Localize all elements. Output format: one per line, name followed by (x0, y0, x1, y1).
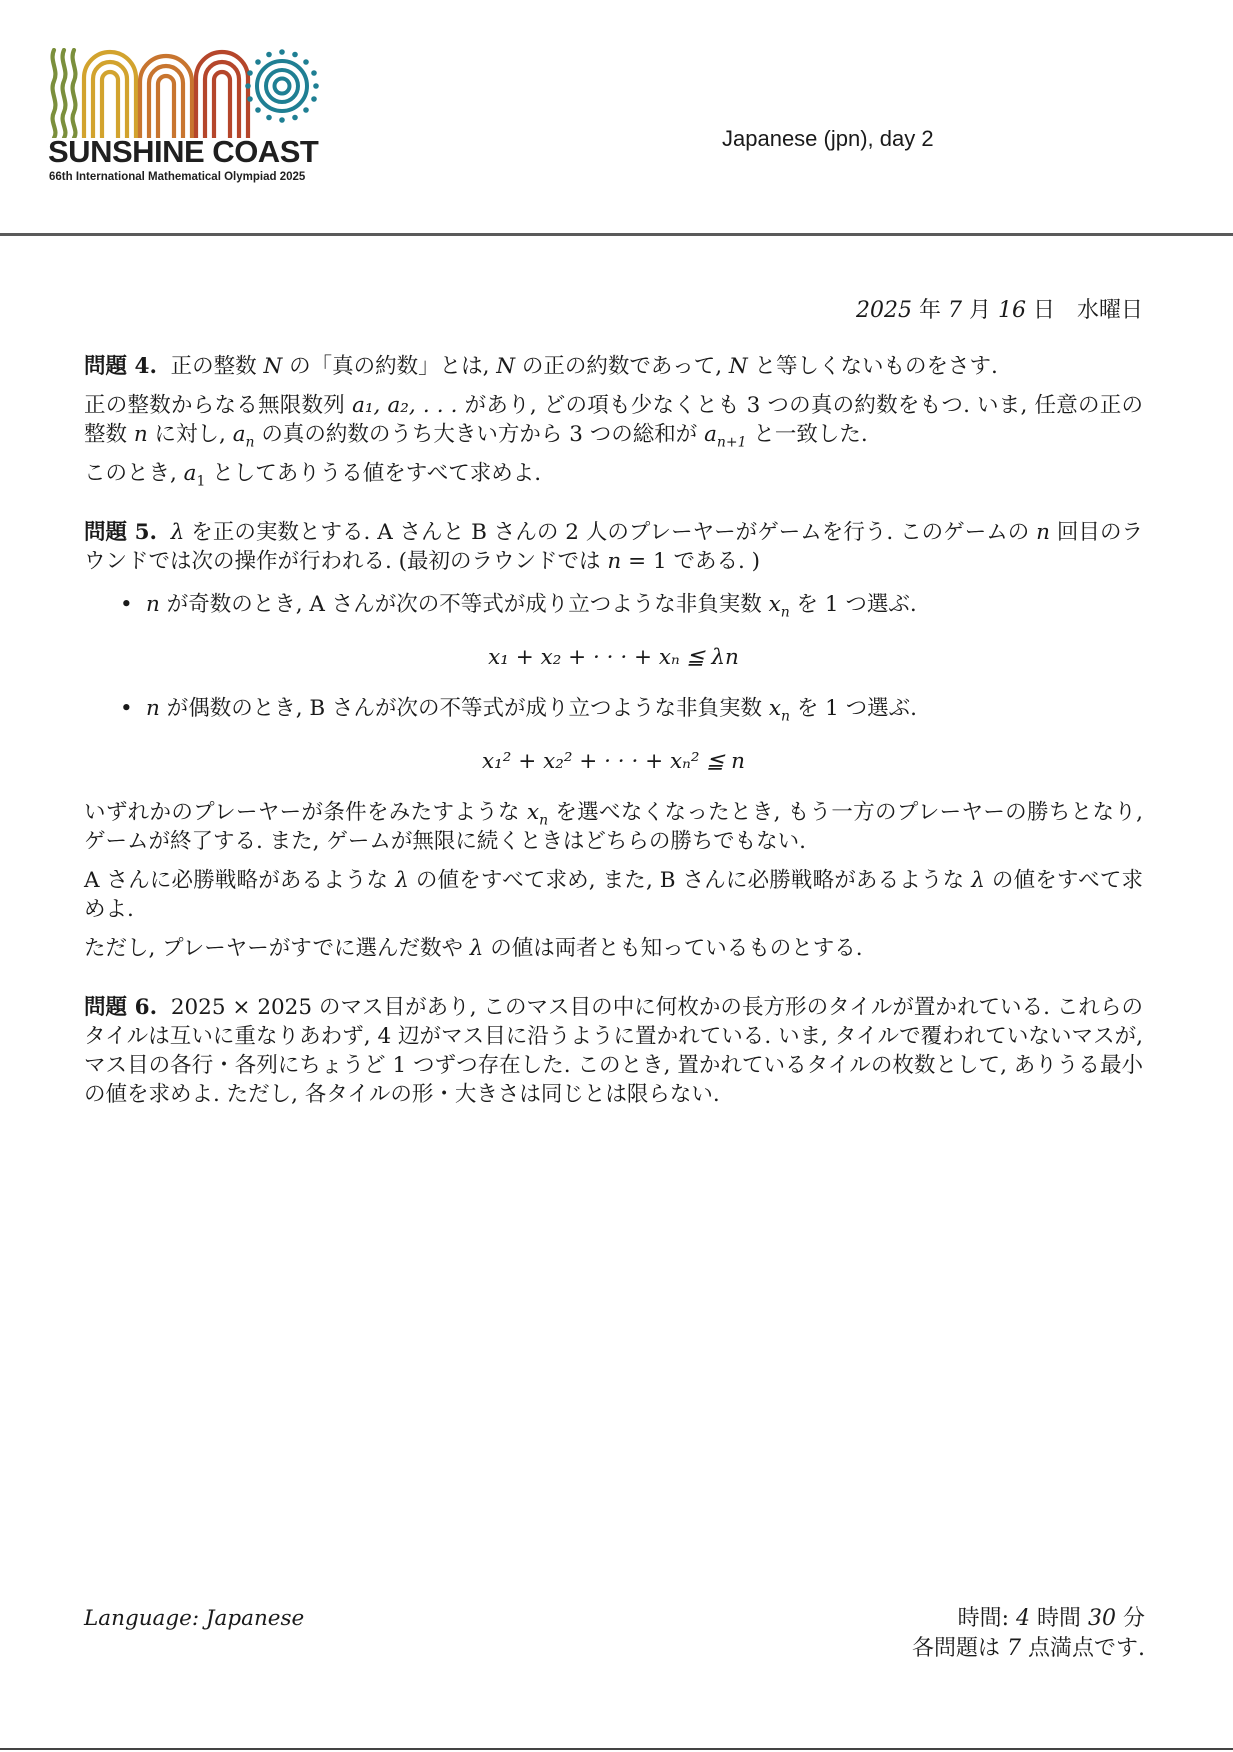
problem-5-paragraph-2 (84, 798, 1143, 856)
header-divider (0, 233, 1233, 236)
date-year: 2025 (855, 298, 912, 323)
problem-5-bullet-even (84, 694, 1143, 723)
duration-minutes: 30 (1088, 1606, 1116, 1631)
text-span: の値をすべて求めよ. (84, 868, 1144, 922)
text-span: としてありうる値をすべて求めよ. (205, 461, 542, 486)
text-span: このとき, (84, 461, 184, 486)
problem-6 (84, 993, 1143, 1109)
footer-language: Language: Japanese (84, 1606, 305, 1631)
date-month-unit: 月 (961, 298, 998, 323)
text-span: を選べなくなったとき, もう一方のプレーヤーの勝ちとなり, ゲームが終了する. また, ゲームが無限に続くときはどちらの勝ちでもない. (84, 800, 1144, 854)
problem-6-paragraph (84, 993, 1143, 1109)
bullet-dot-icon: • (120, 696, 133, 721)
math-subscript: n (780, 604, 790, 621)
math-subscript: n (780, 708, 790, 725)
math-subscript: n+1 (716, 434, 747, 451)
math-a: a (704, 422, 717, 447)
math-N: N (496, 354, 516, 379)
date-day: 16 (997, 298, 1026, 323)
math-n: n (1036, 520, 1051, 545)
text-span: と等しくないものをさす. (747, 354, 998, 379)
text-span: を 1 つ選ぶ. (789, 696, 918, 721)
problem-4-label: 問題 4. (84, 354, 157, 379)
text-span: の値をすべて求め, また, B さんに必勝戦略があるような (408, 868, 972, 893)
problem-4-paragraph-2 (84, 391, 1143, 449)
math-n: n (146, 696, 160, 721)
points-value: 7 (1007, 1636, 1021, 1661)
exam-date (84, 294, 1143, 328)
text-span: の真の約数のうち大きい方から 3 つの総和が (254, 422, 705, 447)
math-n: n (146, 592, 160, 617)
math-lambda: λ (170, 520, 185, 545)
problem-4 (84, 352, 1143, 488)
text-span: があり, どの項も少なくとも 3 つの真の約数をもつ. いま, 任意の正の整数 (84, 393, 1143, 447)
date-weekday: 水曜日 (1076, 298, 1143, 323)
text-span: 時間 (1030, 1606, 1088, 1631)
text-span: ただし, プレーヤーがすでに選んだ数や (84, 936, 470, 961)
problem-5 (84, 518, 1143, 963)
language-day-label: Japanese (jpn), day 2 (722, 126, 934, 151)
math-lambda: λ (971, 868, 985, 893)
page-bottom-edge (0, 1748, 1233, 1750)
date-year-unit: 年 (911, 298, 948, 323)
problem-5-paragraph-4 (84, 934, 1143, 963)
date-month: 7 (947, 298, 962, 323)
page-header (0, 0, 1233, 236)
duration-hours: 4 (1016, 1606, 1030, 1631)
text-span: 点満点です. (1021, 1636, 1145, 1661)
text-span: 時間: (957, 1606, 1016, 1631)
footer-time-info (912, 1604, 1145, 1664)
text-span: に対し, (147, 422, 233, 447)
text-span: 分 (1116, 1606, 1145, 1631)
text-span: = 1 である. ) (621, 549, 761, 574)
text-span: の「真の約数」とは, (282, 354, 497, 379)
inequality-a: x₁ + x₂ + · · · + xₙ ≦ λn (488, 645, 739, 670)
text-span: の値は両者とも知っているものとする. (483, 936, 863, 961)
text-span: 正の整数からなる無限数列 (84, 393, 353, 418)
math-subscript: n (245, 434, 255, 451)
problem-5-paragraph-1 (84, 518, 1143, 576)
math-n: n (607, 549, 622, 574)
text-span: A さんに必勝戦略があるような (84, 868, 396, 893)
problem-4-paragraph-1 (84, 352, 1143, 381)
text-span: が偶数のとき, B さんが次の不等式が成り立つような非負実数 (159, 696, 769, 721)
problem-6-label: 問題 6. (84, 995, 158, 1020)
math-lambda: λ (395, 868, 409, 893)
problem-5-bullet-odd (84, 590, 1143, 619)
imo-logo (48, 48, 320, 184)
math-x: x (527, 800, 540, 825)
math-lambda: λ (469, 936, 484, 961)
text-span: 各問題は (912, 1636, 1007, 1661)
problem-6-text: 2025 × 2025 のマス目があり, このマス目の中に何枚かの長方形のタイルが置かれている. これらのタイルは互いに重なりあわず, 4 辺がマス目に沿うように置かれている. いま, タイルで覆われていないマスが, マス目の各行・各列にちょうど 1 つずつ存在した. このとき, 置かれているタイルの枚数として, ありうる最小の値を求めよ. ただし, 各タイルの形・大きさは同じとは限らない. (84, 995, 1143, 1107)
math-x: x (768, 696, 781, 721)
text-span: 正の整数 (170, 354, 264, 379)
text-span: いずれかのプレーヤーが条件をみたすような (84, 800, 528, 825)
logo-subtitle: 66th International Mathematical Olympiad 2025 (49, 171, 306, 183)
text-span: が奇数のとき, A さんが次の不等式が成り立つような非負実数 (159, 592, 769, 617)
points-info (912, 1634, 1145, 1664)
problem-5-label: 問題 5. (84, 520, 158, 545)
bullet-dot-icon: • (120, 592, 133, 617)
text-span: を正の実数とする. A さんと B さんの 2 人のプレーヤーがゲームを行う. このゲームの (184, 520, 1037, 545)
math-a: a (183, 461, 197, 486)
text-span: の正の約数であって, (515, 354, 729, 379)
exam-content (84, 294, 1143, 1139)
math-x: x (768, 592, 781, 617)
logo-title: SUNSHINE COAST (48, 134, 319, 169)
math-a: a (232, 422, 246, 447)
inequality-b: x₁² + x₂² + · · · + xₙ² ≦ n (482, 749, 745, 774)
sunshine-coast-logo-art (48, 48, 320, 138)
text-span: と一致した. (746, 422, 868, 447)
text-span: 回目のラウンドでは次の操作が行われる. (最初のラウンドでは (84, 520, 1143, 574)
text-span: を 1 つ選ぶ. (789, 592, 917, 617)
math-sequence: a₁, a₂, . . . (352, 393, 458, 418)
math-n: n (133, 422, 148, 447)
math-N: N (263, 354, 283, 379)
problem-5-paragraph-3 (84, 866, 1143, 924)
problem-4-paragraph-3 (84, 459, 1143, 488)
math-subscript: n (539, 812, 549, 829)
math-subscript: 1 (196, 473, 206, 490)
math-N: N (728, 354, 748, 379)
date-day-unit: 日 (1025, 298, 1077, 323)
exam-duration (912, 1604, 1145, 1634)
